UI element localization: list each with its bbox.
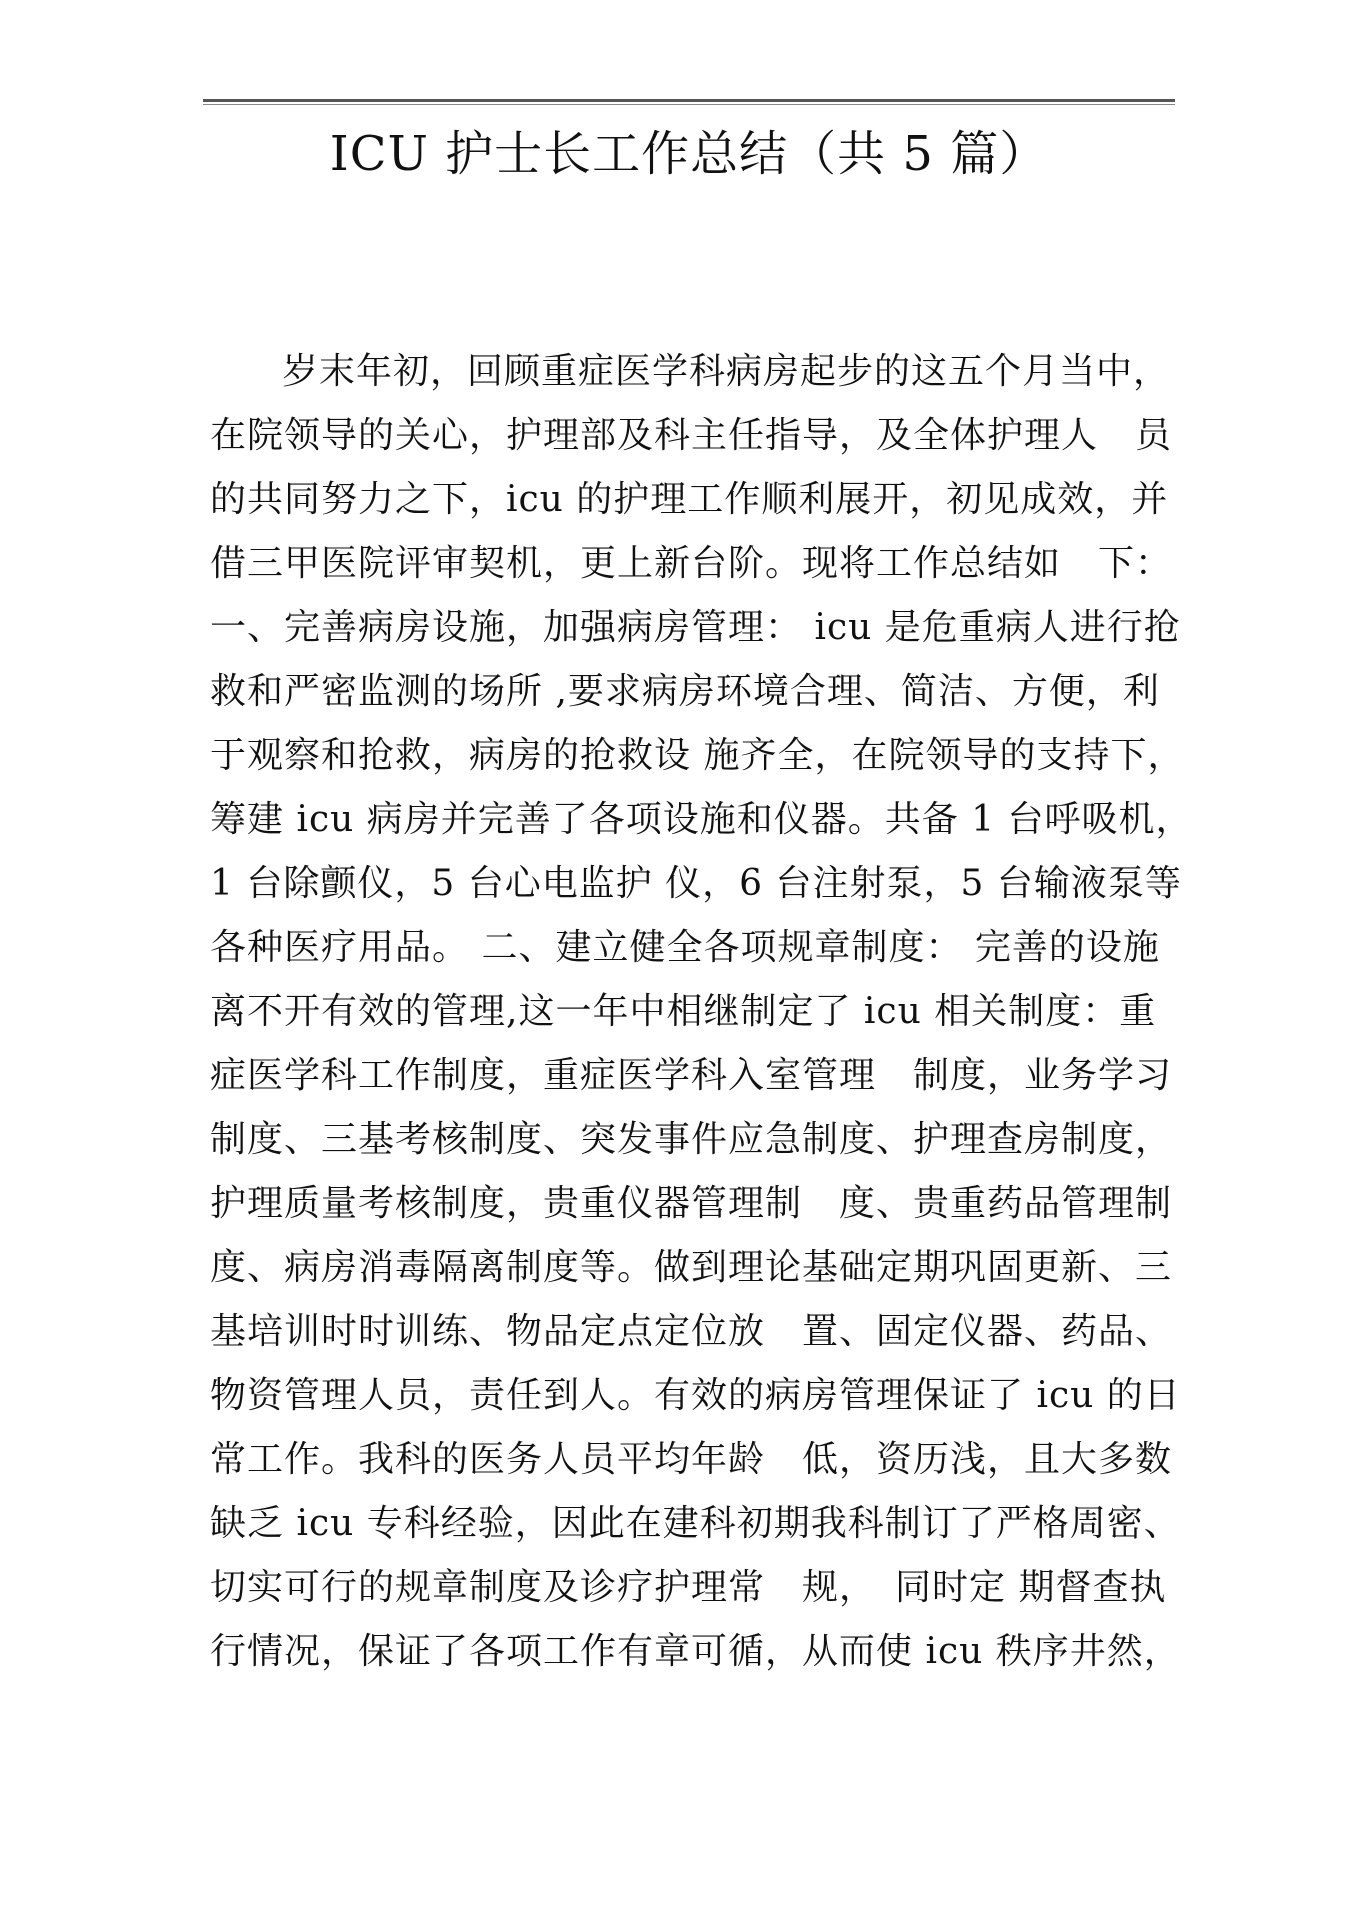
- body-line: 护理质量考核制度，贵重仪器管理制 度、贵重药品管理制: [210, 1183, 1173, 1224]
- body-line: 各种医疗用品。 二、建立健全各项规章制度： 完善的设施: [210, 927, 1160, 968]
- body-line: 基培训时时训练、物品定点定位放 置、固定仪器、药品、: [210, 1311, 1173, 1352]
- body-paragraph: [210, 340, 1193, 1684]
- body-line: 缺乏 icu 专科经验，因此在建科初期我科制订了严格周密、: [210, 1503, 1181, 1544]
- body-line: 物资管理人员，责任到人。有效的病房管理保证了 icu 的日: [210, 1375, 1181, 1416]
- body-line: 制度、三基考核制度、突发事件应急制度、护理查房制度，: [210, 1119, 1173, 1160]
- header-rule-thin: [203, 104, 1175, 105]
- body-line: 症医学科工作制度，重症医学科入室管理 制度，业务学习: [210, 1055, 1173, 1096]
- body-line: 借三甲医院评审契机，更上新台阶。现将工作总结如 下：: [210, 543, 1173, 584]
- body-line: 切实可行的规章制度及诊疗护理常 规， 同时定 期督查执: [210, 1567, 1167, 1608]
- document-title: ICU 护士长工作总结（共 5 篇）: [329, 126, 1049, 182]
- body-line: 度、病房消毒隔离制度等。做到理论基础定期巩固更新、三: [210, 1247, 1173, 1288]
- body-line: 1 台除颤仪，5 台心电监护 仪，6 台注射泵，5 台输液泵等: [210, 863, 1182, 904]
- body-line: 行情况，保证了各项工作有章可循，从而使 icu 秩序井然，: [210, 1631, 1181, 1672]
- body-line: 在院领导的关心，护理部及科主任指导，及全体护理人 员: [210, 415, 1173, 456]
- body-line: 离不开有效的管理,这一年中相继制定了 icu 相关制度：重: [210, 991, 1157, 1032]
- body-line: 一、完善病房设施，加强病房管理： icu 是危重病人进行抢: [210, 607, 1181, 648]
- body-line: 的共同努力之下，icu 的护理工作顺利展开，初见成效，并: [210, 479, 1169, 520]
- body-line: 于观察和抢救，病房的抢救设 施齐全，在院领导的支持下，: [210, 735, 1185, 776]
- body-line: 救和严密监测的场所 ,要求病房环境合理、简洁、方便，利: [210, 671, 1160, 712]
- body-line: 常工作。我科的医务人员平均年龄 低，资历浅，且大多数: [210, 1439, 1173, 1480]
- body-line: 筹建 icu 病房并完善了各项设施和仪器。共备 1 台呼吸机，: [210, 799, 1193, 840]
- body-line: 岁末年初，回顾重症医学科病房起步的这五个月当中，: [282, 351, 1171, 392]
- header-rule: [203, 99, 1175, 102]
